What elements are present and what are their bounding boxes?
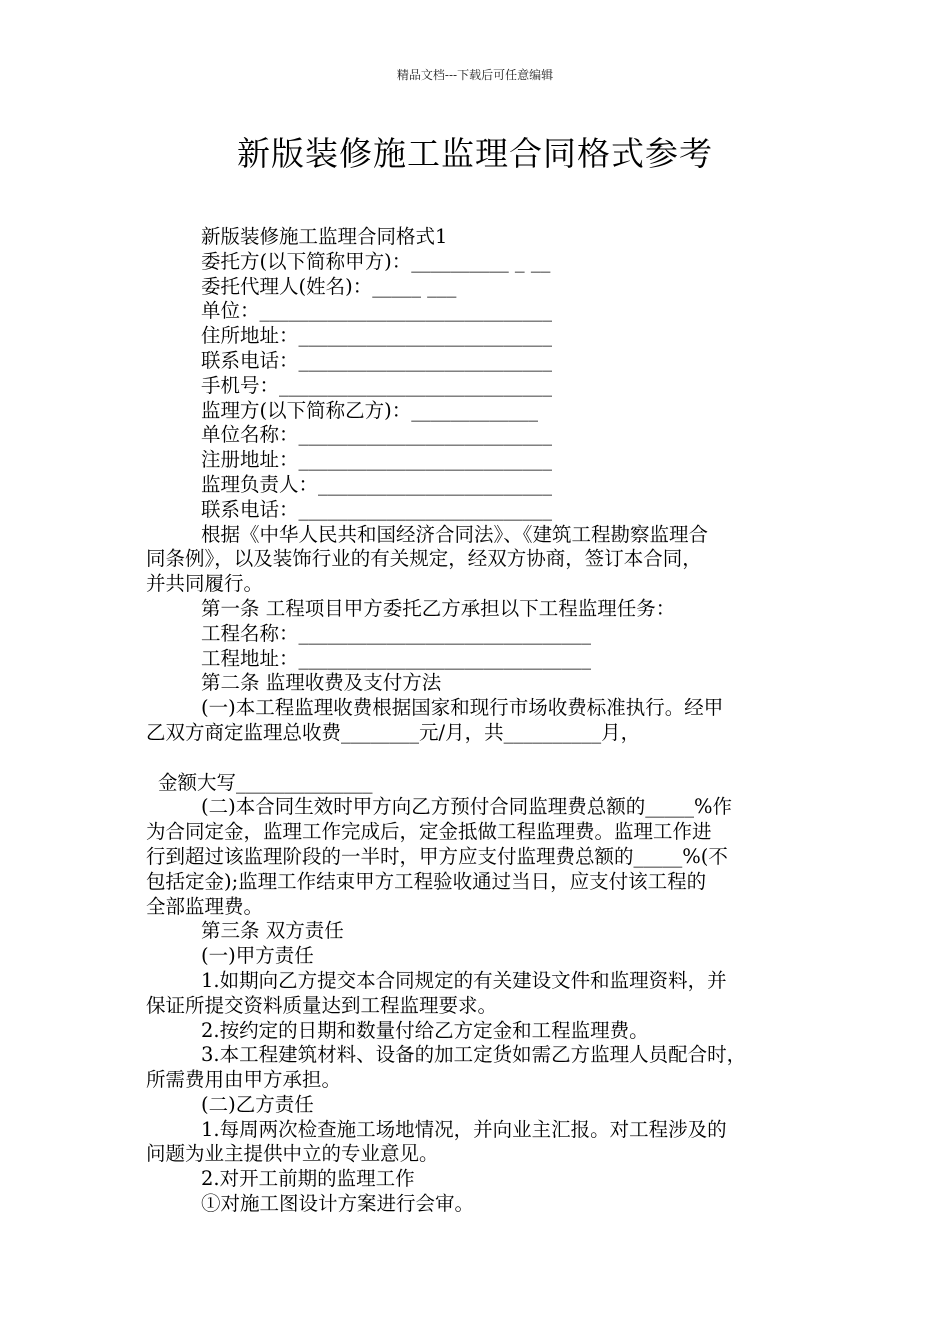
paragraph-line: 第三条 双方责任: [201, 919, 344, 943]
paragraph-line: (一)甲方责任: [201, 944, 314, 968]
paragraph-line: 监理负责人：________________________: [201, 472, 553, 496]
paragraph-line: 根据《中华人民共和国经济合同法》、《建筑工程勘察监理合: [201, 522, 709, 546]
paragraph-line: 住所地址：__________________________: [201, 324, 553, 348]
paragraph-line: 联系电话：__________________________: [201, 497, 553, 521]
paragraph-line: 2.按约定的日期和数量付给乙方定金和工程监理费。: [201, 1018, 649, 1042]
paragraph-line: ①对施工图设计方案进行会审。: [201, 1192, 475, 1216]
paragraph-line: 注册地址：__________________________: [201, 448, 553, 472]
paragraph-line: 全部监理费。: [146, 894, 264, 918]
paragraph-line: 包括定金);监理工作结束甲方工程验收通过当日，应支付该工程的: [146, 869, 707, 893]
paragraph-line: 工程名称：______________________________: [201, 621, 592, 645]
paragraph-line: 同条例》，以及装饰行业的有关规定，经双方协商，签订本合同，: [146, 547, 702, 571]
paragraph-line: 1.如期向乙方提交本合同规定的有关建设文件和监理资料，并: [201, 968, 727, 992]
paragraph-line: 工程地址：______________________________: [201, 646, 592, 670]
paragraph-line: 2.对开工前期的监理工作: [201, 1167, 415, 1191]
paragraph-line: 单位：______________________________: [201, 299, 553, 323]
paragraph-line: 单位名称：__________________________: [201, 423, 553, 447]
paragraph-line: (二)乙方责任: [201, 1092, 314, 1116]
paragraph-line: 行到超过该监理阶段的一半时，甲方应支付监理费总额的_____%(不: [146, 844, 728, 868]
paragraph-line: 监理方(以下简称乙方)：_____________: [201, 398, 538, 422]
paragraph-line: 委托方(以下简称甲方)：__________ _ __: [201, 249, 551, 273]
paragraph-line: (一)本工程监理收费根据国家和现行市场收费标准执行。经甲: [201, 696, 724, 720]
paragraph-line: 委托代理人(姓名)：_____ ___: [201, 274, 457, 298]
paragraph-line: 保证所提交资料质量达到工程监理要求。: [146, 993, 498, 1017]
paragraph-line: 1.每周两次检查施工场地情况，并向业主汇报。对工程涉及的: [201, 1117, 727, 1141]
paragraph-line: 第二条 监理收费及支付方法: [201, 671, 442, 695]
header-note: 精品文档---下载后可任意编辑: [396, 68, 554, 82]
paragraph-line: 联系电话：__________________________: [201, 348, 553, 372]
paragraph-line: (二)本合同生效时甲方向乙方预付合同监理费总额的_____%作: [201, 795, 732, 819]
document-title: 新版装修施工监理合同格式参考: [237, 134, 713, 173]
paragraph-line: 金额大写______________: [158, 770, 373, 794]
paragraph-line: 手机号：____________________________: [201, 373, 553, 397]
paragraph-line: 问题为业主提供中立的专业意见。: [146, 1142, 439, 1166]
paragraph-line: 乙双方商定监理总收费________元/月，共__________月，: [146, 720, 641, 744]
blank-line: [146, 746, 806, 771]
paragraph-line: 新版装修施工监理合同格式1: [201, 225, 448, 248]
paragraph-line: 所需费用由甲方承担。: [146, 1068, 342, 1092]
paragraph-line: 3.本工程建筑材料、设备的加工定货如需乙方监理人员配合时，: [201, 1043, 747, 1067]
paragraph-line: 并共同履行。: [146, 572, 264, 596]
paragraph-line: 第一条 工程项目甲方委托乙方承担以下工程监理任务：: [201, 596, 676, 620]
document-body: [146, 225, 806, 1217]
paragraph-line: 为合同定金，监理工作完成后，定金抵做工程监理费。监理工作进: [146, 820, 712, 844]
